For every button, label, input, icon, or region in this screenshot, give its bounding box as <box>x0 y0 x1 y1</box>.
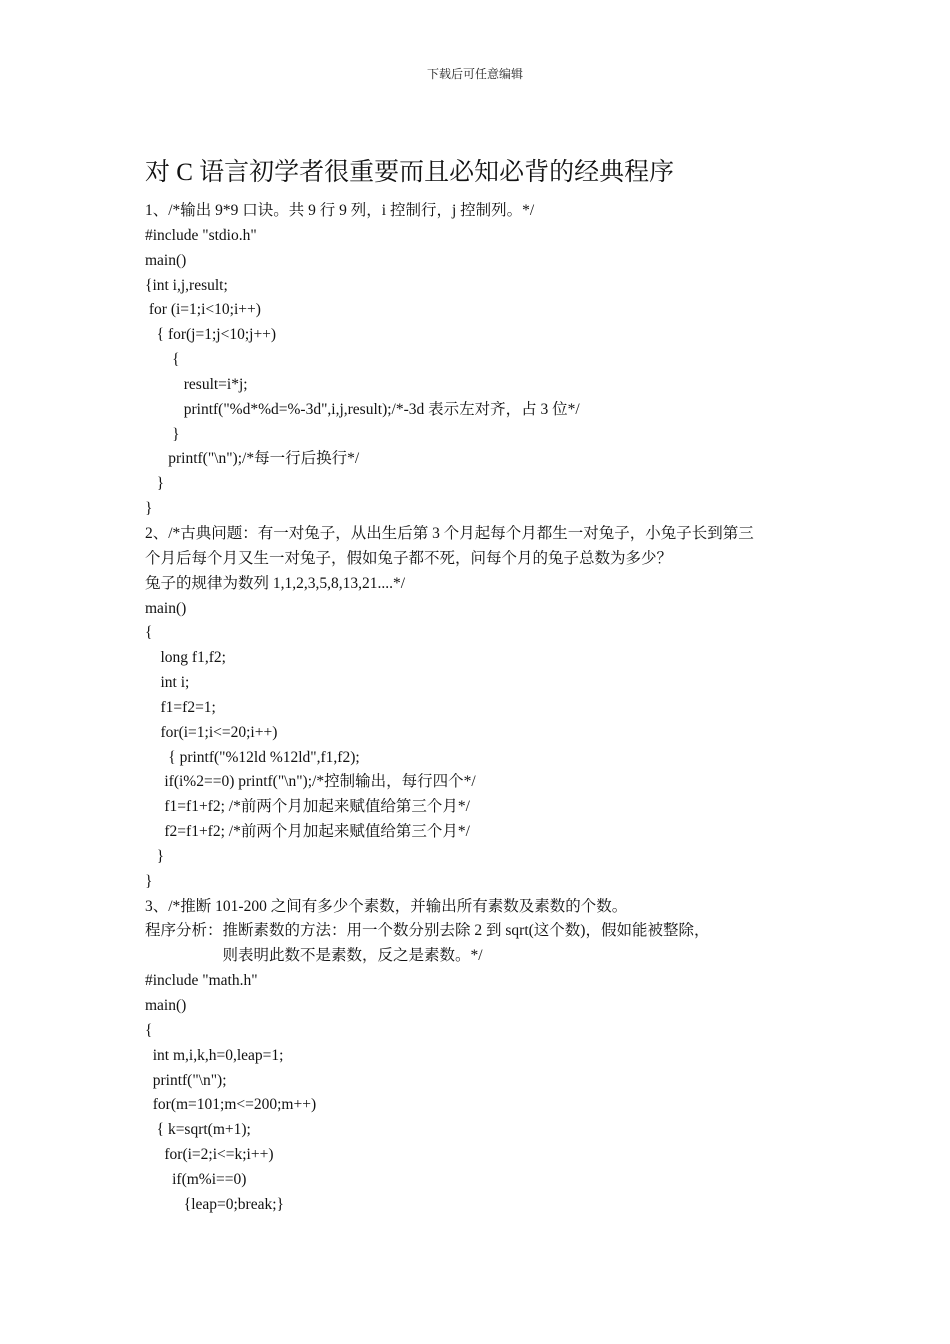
text-line: main() <box>145 599 187 617</box>
text-line: } <box>145 847 165 865</box>
text-line: printf("\n");/*每一行后换行*/ <box>145 450 360 468</box>
text-line: } <box>145 500 153 518</box>
text-line: if(i%2==0) printf("\n");/*控制输出，每行四个*/ <box>145 773 476 791</box>
text-line: int m,i,k,h=0,leap=1; <box>145 1046 284 1064</box>
text-line: result=i*j; <box>145 375 248 393</box>
text-line: 1、/*输出 9*9 口诀。共 9 行 9 列，i 控制行，j 控制列。*/ <box>145 202 535 219</box>
text-line: 程序分析：推断素数的方法：用一个数分别去除 2 到 sqrt(这个数)，假如能被整除， <box>145 922 710 940</box>
text-line: 个月后每个月又生一对兔子，假如兔子都不死，问每个月的兔子总数为多少？ <box>145 549 673 567</box>
text-line: long f1,f2; <box>145 649 226 667</box>
text-line: for(m=101;m<=200;m++) <box>145 1096 317 1114</box>
text-line: printf("\n"); <box>145 1071 227 1089</box>
text-line: {int i,j,result; <box>145 276 228 294</box>
document-title: 对 C 语言初学者很重要而且必知必背的经典程序 <box>145 159 675 186</box>
text-line: for(i=1;i<=20;i++) <box>145 723 278 741</box>
text-line: #include "stdio.h" <box>145 226 257 244</box>
text-line: { <box>145 351 180 369</box>
text-line: for(i=2;i<=k;i++) <box>145 1146 274 1164</box>
text-line: #include "math.h" <box>145 972 258 990</box>
text-line: 则表明此数不是素数，反之是素数。*/ <box>145 947 483 965</box>
text-line: main() <box>145 251 187 269</box>
text-line: {leap=0;break;} <box>145 1195 284 1213</box>
text-line: 3、/*推断 101-200 之间有多少个素数，并输出所有素数及素数的个数。 <box>145 897 628 915</box>
text-line: { printf("%12ld %12ld",f1,f2); <box>145 748 360 766</box>
text-line: f2=f1+f2; /*前两个月加起来赋值给第三个月*/ <box>145 823 470 841</box>
text-line: } <box>145 475 165 493</box>
text-line: { for(j=1;j<10;j++) <box>145 326 277 344</box>
text-line: } <box>145 425 180 443</box>
text-line: printf("%d*%d=%-3d",i,j,result);/*-3d 表示左对齐，占 3 位*/ <box>145 400 580 418</box>
text-line: f1=f2=1; <box>145 698 216 716</box>
text-line: 兔子的规律为数列 1,1,2,3,5,8,13,21....*/ <box>145 574 406 592</box>
text-line: if(m%i==0) <box>145 1170 247 1188</box>
text-line: f1=f1+f2; /*前两个月加起来赋值给第三个月*/ <box>145 798 470 816</box>
text-line: { k=sqrt(m+1); <box>145 1121 251 1139</box>
text-line: for (i=1;i<10;i++) <box>145 301 261 319</box>
document-body <box>145 199 825 1218</box>
text-line: int i; <box>145 674 190 692</box>
text-line: main() <box>145 997 187 1014</box>
text-line: { <box>145 624 153 642</box>
text-line: 2、/*古典问题：有一对兔子，从出生后第 3 个月起每个月都生一对兔子，小兔子长到第三 <box>145 524 754 542</box>
header-note: 下载后可任意编辑 <box>426 67 523 81</box>
text-line: } <box>145 872 153 890</box>
text-line: { <box>145 1021 153 1039</box>
